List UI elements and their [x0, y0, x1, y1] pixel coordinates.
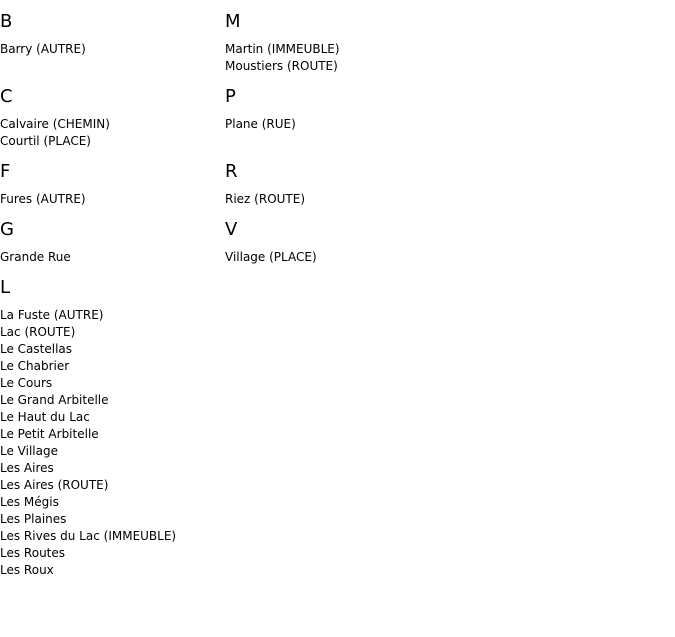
street-list	[225, 191, 450, 208]
section-p	[225, 86, 450, 150]
section-v	[225, 219, 450, 266]
street-item-le-petit-arbitelle[interactable]: Le Petit Arbitelle	[0, 427, 99, 441]
street-list	[0, 191, 225, 208]
street-list	[0, 307, 225, 579]
street-item-riez-route[interactable]: Riez (ROUTE)	[225, 192, 306, 206]
street-item-plane-rue[interactable]: Plane (RUE)	[225, 117, 296, 131]
letter-heading-l: L	[0, 277, 11, 298]
street-item-le-grand-arbitelle[interactable]: Le Grand Arbitelle	[0, 393, 109, 407]
section-f	[0, 161, 225, 208]
section-m	[225, 11, 450, 75]
street-item-barry-autre[interactable]: Barry (AUTRE)	[0, 42, 86, 56]
street-list	[0, 41, 225, 75]
street-item-le-village[interactable]: Le Village	[0, 444, 58, 458]
street-list	[225, 116, 450, 150]
spacer	[0, 58, 225, 75]
street-list	[225, 249, 450, 266]
letter-heading-r: R	[225, 161, 238, 182]
street-item-martin-immeuble[interactable]: Martin (IMMEUBLE)	[225, 42, 340, 56]
section-c	[0, 86, 225, 150]
street-item-le-chabrier[interactable]: Le Chabrier	[0, 359, 70, 373]
section-g	[0, 219, 225, 266]
street-item-moustiers-route[interactable]: Moustiers (ROUTE)	[225, 59, 338, 73]
street-list	[0, 249, 225, 266]
street-item-courtil-place[interactable]: Courtil (PLACE)	[0, 134, 91, 148]
letter-heading-v: V	[225, 219, 238, 240]
street-item-fures-autre[interactable]: Fures (AUTRE)	[0, 192, 86, 206]
street-item-les-aires[interactable]: Les Aires	[0, 461, 54, 475]
street-item-les-megis[interactable]: Les Mégis	[0, 495, 59, 509]
street-list	[0, 116, 225, 150]
street-item-calvaire-chemin[interactable]: Calvaire (CHEMIN)	[0, 117, 110, 131]
right-column	[225, 0, 450, 266]
section-r	[225, 161, 450, 208]
letter-heading-g: G	[0, 219, 14, 240]
letter-heading-c: C	[0, 86, 13, 107]
street-item-les-aires-route[interactable]: Les Aires (ROUTE)	[0, 478, 109, 492]
section-b	[0, 11, 225, 75]
letter-heading-b: B	[0, 11, 13, 32]
street-item-grande-rue[interactable]: Grande Rue	[0, 250, 71, 264]
street-item-les-roux[interactable]: Les Roux	[0, 563, 54, 577]
street-item-les-rives-du-lac-immeuble[interactable]: Les Rives du Lac (IMMEUBLE)	[0, 529, 177, 543]
section-l	[0, 277, 225, 579]
street-item-le-cours[interactable]: Le Cours	[0, 376, 53, 390]
street-item-les-plaines[interactable]: Les Plaines	[0, 512, 67, 526]
street-item-les-routes[interactable]: Les Routes	[0, 546, 66, 560]
street-list	[225, 41, 450, 75]
street-item-la-fuste-autre[interactable]: La Fuste (AUTRE)	[0, 308, 104, 322]
street-item-le-haut-du-lac[interactable]: Le Haut du Lac	[0, 410, 90, 424]
letter-heading-p: P	[225, 86, 236, 107]
street-item-le-castellas[interactable]: Le Castellas	[0, 342, 73, 356]
letter-heading-m: M	[225, 11, 241, 32]
left-column	[0, 0, 225, 579]
spacer	[225, 133, 450, 150]
letter-heading-f: F	[0, 161, 11, 182]
street-item-village-place[interactable]: Village (PLACE)	[225, 250, 317, 264]
street-item-lac-route[interactable]: Lac (ROUTE)	[0, 325, 76, 339]
